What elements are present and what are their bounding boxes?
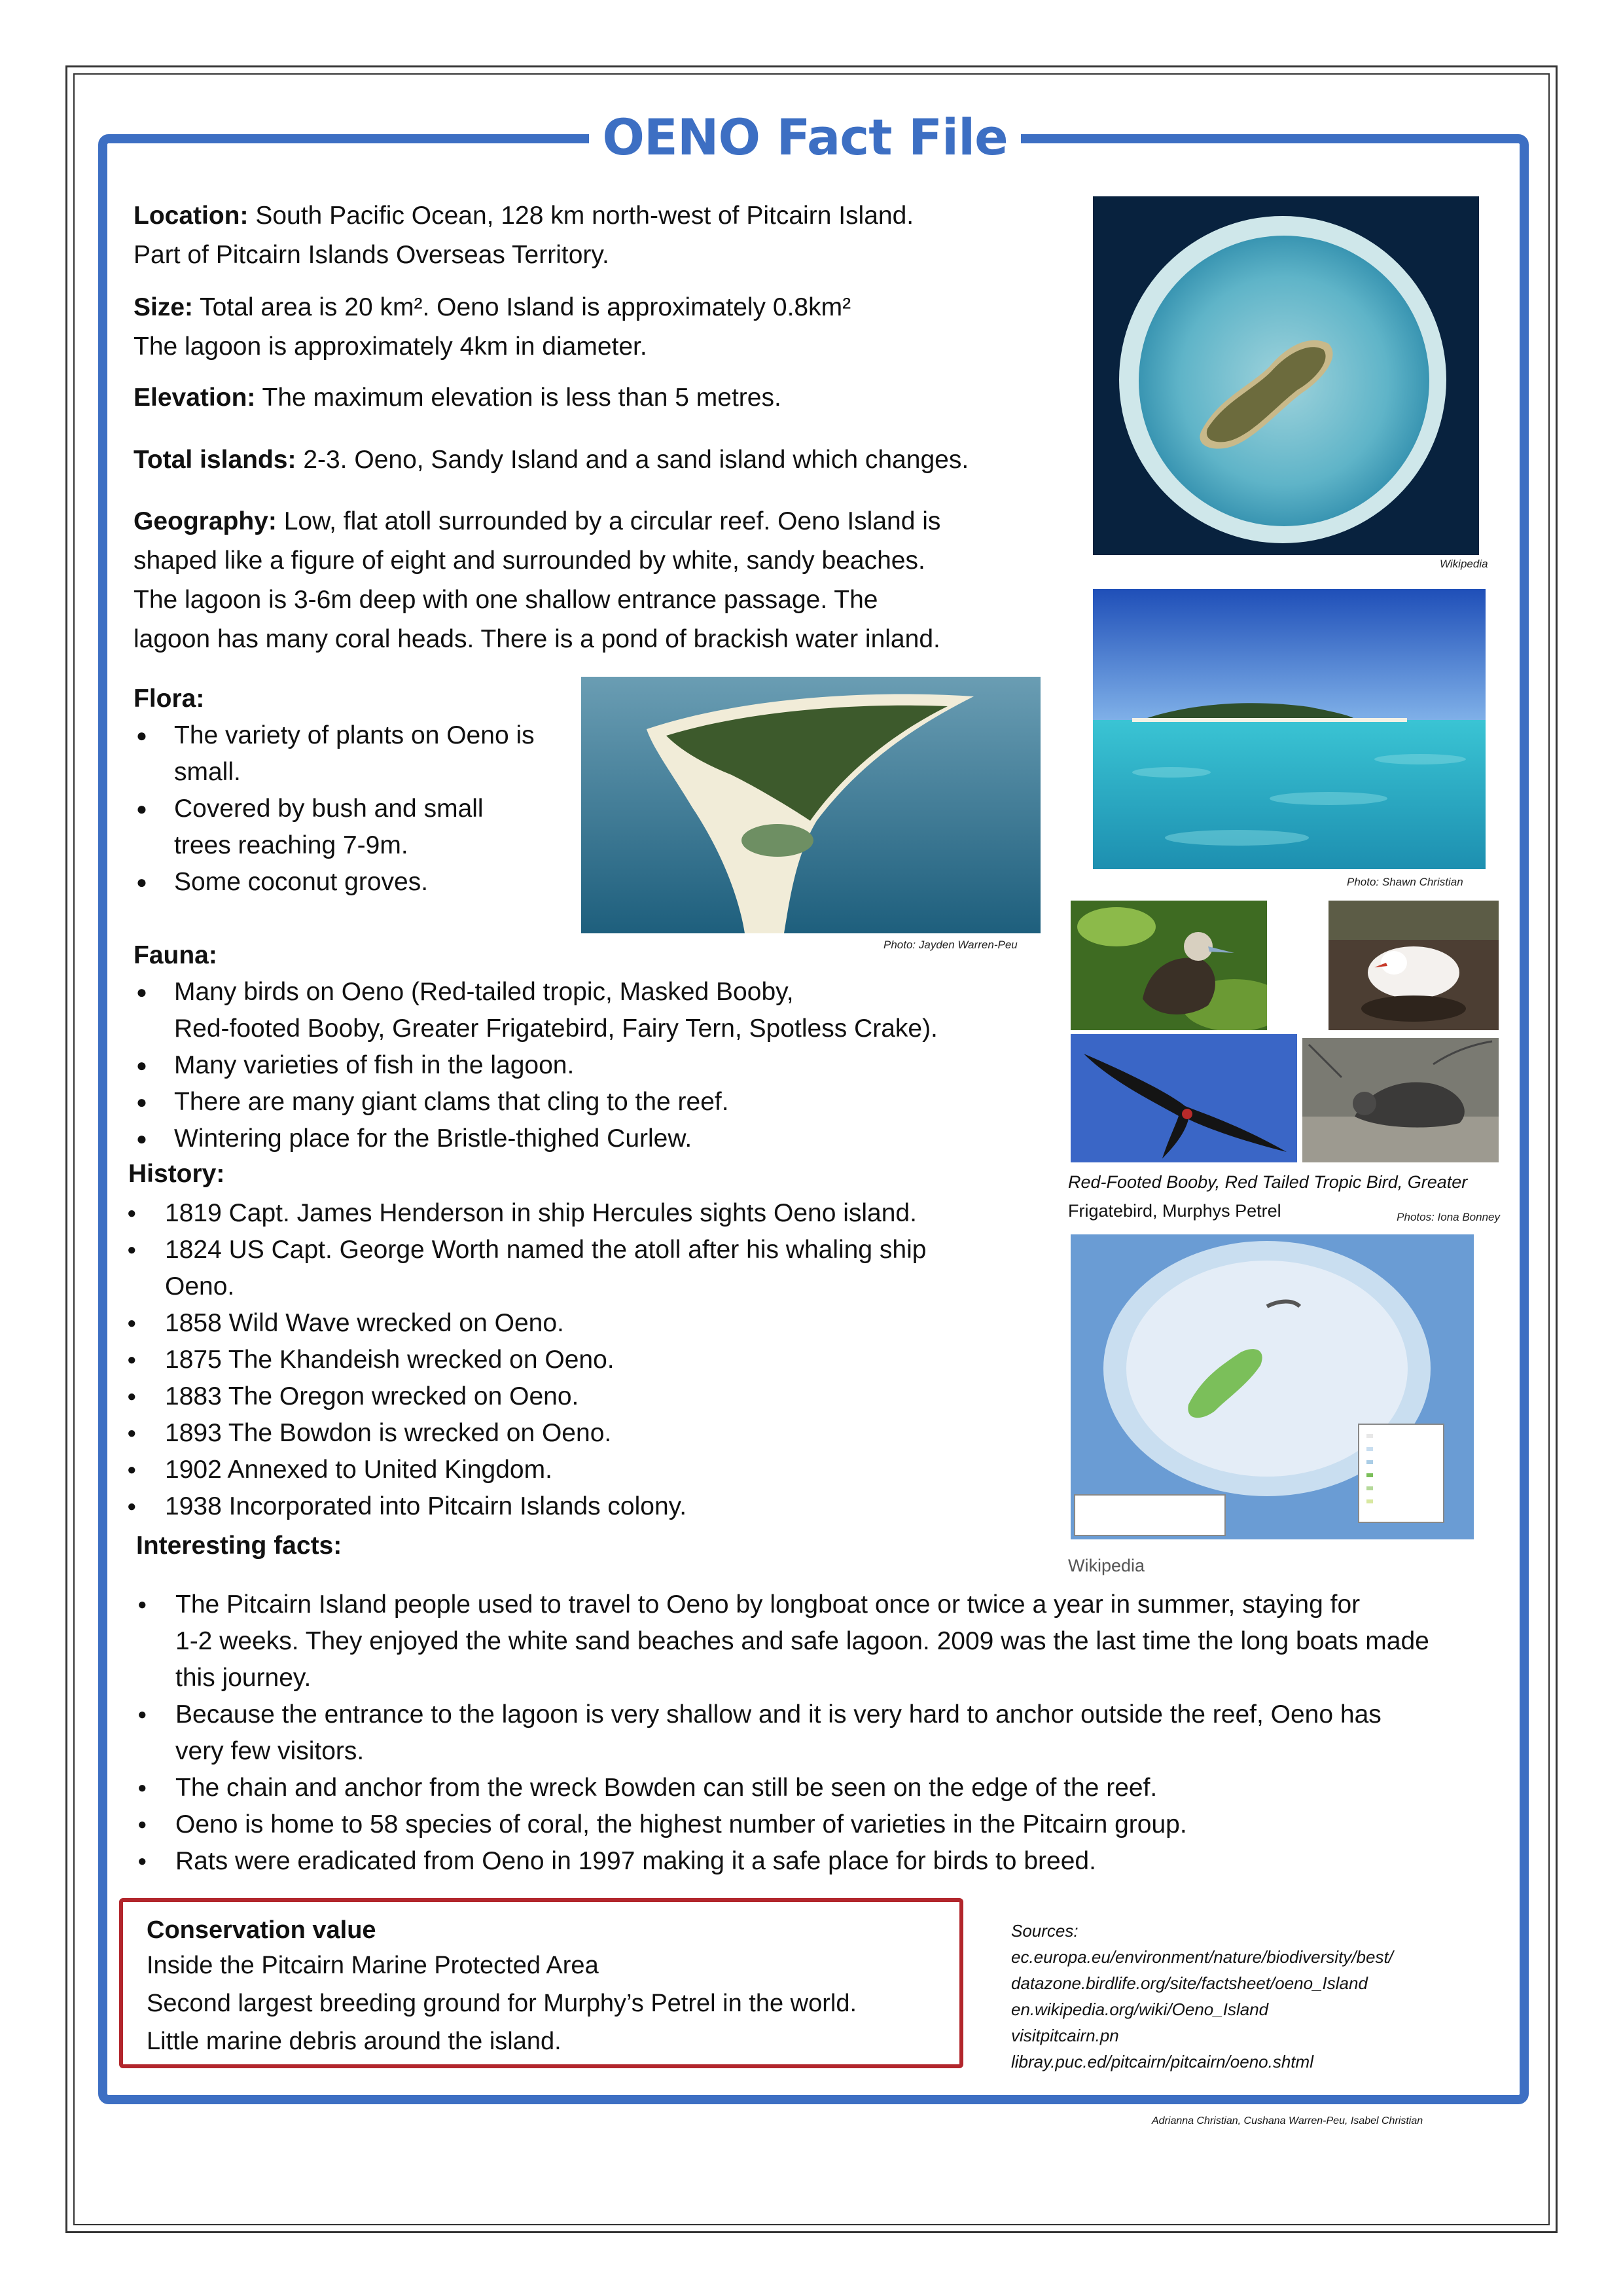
beach-photo (1093, 589, 1486, 869)
list-item: ● Because the entrance to the lagoon is very shallow and it is very hard to anchor outside the reef, Oeno has very few visitors. (135, 1696, 1522, 1770)
size-text-2: The lagoon is approximately 4km in diameter. (134, 332, 647, 361)
list-item: ● Many varieties of fish in the lagoon. (134, 1047, 1063, 1084)
size-section (134, 288, 1063, 367)
location-text: South Pacific Ocean, 128 km north-west of Pitcairn Island. (248, 202, 914, 230)
list-item: ● There are many giant clams that cling to the reef. (134, 1084, 1063, 1121)
map-caption: Wikipedia (1068, 1556, 1145, 1575)
list-item: ● Some coconut groves. (134, 864, 585, 901)
conservation-line: Little marine debris around the island. (147, 2028, 562, 2055)
frigatebird-photo (1071, 1034, 1297, 1162)
birds-credit: Photos: Iona Bonney (1397, 1211, 1500, 1223)
islands-label: Total islands: (134, 446, 296, 474)
islands-text: 2-3. Oeno, Sandy Island and a sand island which changes. (296, 446, 969, 474)
list-item: ● 1938 Incorporated into Pitcairn Islands colony. (124, 1488, 1054, 1525)
geography-section (134, 502, 1063, 659)
islands-section (134, 440, 1063, 480)
conservation-box (119, 1898, 963, 2068)
aerial-photo (581, 677, 1041, 933)
sources (1011, 1918, 1393, 2075)
flora-list (134, 717, 585, 901)
list-item: ● 1893 The Bowdon is wrecked on Oeno. (124, 1415, 1054, 1452)
fauna-heading: Fauna: (134, 941, 217, 969)
atoll-satellite-image (1093, 196, 1479, 555)
list-item: ● Wintering place for the Bristle-thighed Curlew. (134, 1121, 1063, 1157)
elevation-label: Elevation: (134, 384, 256, 412)
list-item: ● 1824 US Capt. George Worth named the atoll after his whaling ship Oeno. (124, 1232, 1054, 1305)
petrel-photo (1302, 1038, 1499, 1162)
conservation-line: Inside the Pitcairn Marine Protected Area (147, 1952, 599, 1979)
source-link: libray.puc.ed/pitcairn/pitcairn/oeno.shtml (1011, 2052, 1313, 2072)
list-item: ● The variety of plants on Oeno is small. (134, 717, 585, 791)
list-item: ● 1858 Wild Wave wrecked on Oeno. (124, 1305, 1054, 1342)
page-title: OENO Fact File (602, 108, 1008, 166)
birds-caption-line-2: Frigatebird, Murphys Petrel Photos: Iona Bonney (1068, 1196, 1513, 1225)
oeno-map (1071, 1234, 1474, 1539)
list-item: ● The chain and anchor from the wreck Bowden can still be seen on the edge of the reef. (135, 1770, 1522, 1806)
conservation-heading: Conservation value (147, 1916, 376, 1944)
elevation-section (134, 378, 1063, 418)
interesting-facts-list (135, 1587, 1522, 1880)
location-text-2: Part of Pitcairn Islands Overseas Territory. (134, 241, 609, 269)
birds-caption (1068, 1168, 1513, 1225)
geography-text-4: lagoon has many coral heads. There is a pond of brackish water inland. (134, 625, 940, 653)
source-link: en.wikipedia.org/wiki/Oeno_Island (1011, 2000, 1269, 2019)
beach-caption: Photo: Shawn Christian (1347, 876, 1463, 888)
tropicbird-photo (1329, 901, 1499, 1030)
list-item: ● Rats were eradicated from Oeno in 1997 making it a safe place for birds to breed. (135, 1843, 1522, 1880)
aerial-caption: Photo: Jayden Warren-Peu (883, 939, 1018, 951)
source-link: datazone.birdlife.org/site/factsheet/oeno_Island (1011, 1973, 1368, 1993)
list-item: ● Covered by bush and small trees reaching 7-9m. (134, 791, 585, 864)
list-item: ● 1819 Capt. James Henderson in ship Hercules sights Oeno island. (124, 1195, 1054, 1232)
location-label: Location: (134, 202, 249, 230)
flora-heading: Flora: (134, 685, 205, 713)
interesting-facts-heading: Interesting facts: (136, 1532, 342, 1560)
authors: Adrianna Christian, Cushana Warren-Peu, Isabel Christian (1152, 2115, 1423, 2126)
geography-text-2: shaped like a figure of eight and surrounded by white, sandy beaches. (134, 547, 925, 575)
fauna-list (134, 974, 1063, 1157)
list-item: ● 1875 The Khandeish wrecked on Oeno. (124, 1342, 1054, 1378)
list-item: ● 1902 Annexed to United Kingdom. (124, 1452, 1054, 1488)
history-list (124, 1195, 1054, 1525)
list-item: ● Oeno is home to 58 species of coral, the highest number of varieties in the Pitcairn group. (135, 1806, 1522, 1843)
source-link: visitpitcairn.pn (1011, 2026, 1119, 2045)
booby-photo (1071, 901, 1267, 1030)
elevation-text: The maximum elevation is less than 5 metres. (255, 384, 781, 412)
size-label: Size: (134, 293, 194, 321)
geography-text: Low, flat atoll surrounded by a circular reef. Oeno Island is (276, 507, 941, 535)
list-item: ● The Pitcairn Island people used to travel to Oeno by longboat once or twice a year in summer, staying for 1-2 weeks. They enjoyed the white sand beaches and safe lagoon. 2009 was the last time the long boats made this journey. (135, 1587, 1522, 1696)
list-item: ● 1883 The Oregon wrecked on Oeno. (124, 1378, 1054, 1415)
list-item: ● Many birds on Oeno (Red-tailed tropic, Masked Booby, Red-footed Booby, Greater Frigatebird, Fairy Tern, Spotless Crake). (134, 974, 1063, 1047)
location-section (134, 196, 1063, 275)
birds-caption-line-1: Red-Footed Booby, Red Tailed Tropic Bird, Greater (1068, 1172, 1468, 1192)
geography-label: Geography: (134, 507, 277, 535)
conservation-line: Second largest breeding ground for Murphy’s Petrel in the world. (147, 1990, 857, 2017)
size-text: Total area is 20 km². Oeno Island is approximately 0.8km² (193, 293, 851, 321)
sources-heading: Sources: (1011, 1921, 1079, 1941)
source-link: ec.europa.eu/environment/nature/biodiversity/best/ (1011, 1947, 1393, 1967)
geography-text-3: The lagoon is 3-6m deep with one shallow entrance passage. The (134, 586, 878, 614)
history-heading: History: (128, 1160, 225, 1188)
atoll-caption: Wikipedia (1440, 558, 1488, 570)
